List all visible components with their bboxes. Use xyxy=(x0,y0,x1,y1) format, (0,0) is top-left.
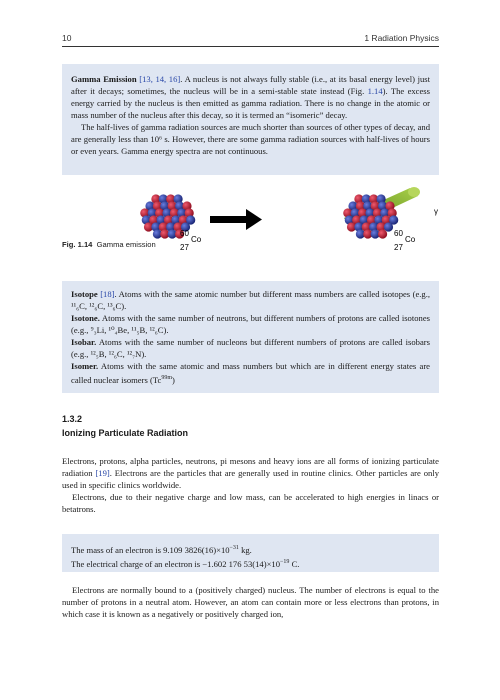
gamma-symbol: γ xyxy=(434,207,438,216)
isobar-text: Atoms with the same number of nucleons but different numbers of protons are called isobars (e.g., xyxy=(71,337,430,359)
figure-caption-text: Gamma emission xyxy=(96,240,156,249)
isobar-example-2: ¹²₆C xyxy=(108,349,123,359)
fig-ref-link[interactable]: 1.14 xyxy=(367,86,383,96)
isobar-end: ). xyxy=(141,349,147,359)
isomer-term: Isomer. xyxy=(71,361,99,371)
left-symbol: Co xyxy=(191,235,202,244)
isomer-superscript: 99m xyxy=(161,375,172,381)
right-atomic-number: 27 xyxy=(394,243,403,252)
gamma-emission-title: Gamma Emission xyxy=(71,74,137,84)
gamma-refs-link[interactable]: [13, 14, 16] xyxy=(139,74,181,84)
isotope-term: Isotope xyxy=(71,289,98,299)
isotone-example-2: ¹⁰₄Be xyxy=(108,325,128,335)
particulate-text-b: . Electrons are the particles that are generally used in routine clinics. Other particles are only used in specific clinics worldwide. xyxy=(62,468,439,490)
electron-charge-a: The electrical charge of an electron is −1.602 176 53(14)×10 xyxy=(71,559,281,570)
isotone-term: Isotone. xyxy=(71,313,100,323)
isotone-example-4: ¹²₆C xyxy=(149,325,164,335)
isobar-example-3: ¹²₇N xyxy=(126,349,142,359)
header-rule xyxy=(62,46,439,47)
electron-charge-exp: −19 xyxy=(280,559,290,566)
definitions-box xyxy=(62,281,439,393)
isotone-end: ). xyxy=(163,325,169,335)
body-text-1 xyxy=(62,455,439,515)
bound-electrons-paragraph: Electrons are normally bound to a (positively charged) nucleus. The number of electrons is equal to the number of protons in a neutral atom. However, an atom can contain more or less electrons than protons, in which case it is known as a negatively or positively charged ion, xyxy=(62,585,439,619)
right-symbol: Co xyxy=(405,235,416,244)
decay-arrow xyxy=(210,209,262,230)
isotope-definition: Isotope [18]. Atoms with the same atomic number but different mass numbers are called isotopes (e.g., ¹¹₆C, ¹²₆C, ¹³₆C). xyxy=(71,289,430,311)
electron-constants-box xyxy=(62,534,439,572)
electron-charge-b: C. xyxy=(289,559,300,570)
section-title: Ionizing Particulate Radiation xyxy=(62,428,189,438)
isobar-term: Isobar. xyxy=(71,337,97,347)
isobar-definition: Isobar. Atoms with the same number of nucleons but different numbers of protons are called isobars (e.g., ¹²₅B, ¹²₆C, ¹²₇N). xyxy=(71,337,430,359)
isotone-definition: Isotone. Atoms with the same number of neutrons, but different numbers of protons are called isotones (e.g., ⁹₃Li, ¹⁰₄Be, ¹¹₅B, ¹²₆C). xyxy=(71,313,430,335)
isotone-example-1: ⁹₃Li xyxy=(90,325,105,335)
gamma-text-1: . A nucleus is not always fully stable (i.e., at its basal energy level) just after it decays; sometimes, the nucleus will be in a semi-stable state instead (Fig. xyxy=(71,74,430,96)
particulate-ref-link[interactable]: [19] xyxy=(95,468,110,478)
body-text-2 xyxy=(62,584,439,620)
electron-mass-line xyxy=(71,542,430,556)
electron-mass-exp: −31 xyxy=(229,545,239,551)
gamma-emission-box xyxy=(62,64,439,175)
isotope-text: . Atoms with the same atomic number but different mass numbers are called isotopes (e.g., xyxy=(114,289,430,299)
isotope-end: ). xyxy=(121,301,127,311)
page-number: 10 xyxy=(62,33,72,43)
isotope-example-2: ¹²₆C xyxy=(89,301,104,311)
left-atomic-number: 27 xyxy=(180,243,189,252)
gamma-ray-tip xyxy=(408,187,420,197)
isomer-definition xyxy=(71,360,430,386)
isotope-example-1: ¹¹₆C xyxy=(71,301,85,311)
isotone-text: Atoms with the same number of neutrons, but different numbers of protons are called isotones (e.g., xyxy=(71,313,430,335)
isotone-example-3: ¹¹₅B xyxy=(131,325,146,335)
right-mass-number: 60 xyxy=(394,229,403,238)
gamma-emission-figure xyxy=(62,183,439,263)
gamma-emission-paragraph xyxy=(71,73,430,121)
electron-mass-b: kg. xyxy=(238,544,252,555)
neutron xyxy=(384,222,393,231)
isomer-end: ) xyxy=(171,374,175,385)
half-lives-paragraph: The half-lives of gamma radiation sources are much shorter than sources of other types of decay, and are generally less than 10⁶ s. However, there are some gamma radiation sources with half-lives of hours or even years. Gamma energy spectra are not continuous. xyxy=(71,122,430,156)
figure-caption-label: Fig. 1.14 xyxy=(62,240,93,249)
page-header xyxy=(62,33,439,47)
figure-caption xyxy=(62,240,156,249)
isotope-ref-link[interactable]: [18] xyxy=(100,289,115,299)
particulate-text-a: Electrons, protons, alpha particles, neutrons, pi mesons and heavy ions are all forms of ionizing particulate radiation xyxy=(62,456,439,478)
particulate-paragraph xyxy=(62,455,439,491)
gamma-text-2: ). The excess energy carried by the nucleus is then emitted as gamma radiation. There is no change in the atomic or mass number of the nucleus after this decay, so it is termed an “isomeric” decay. xyxy=(71,86,430,120)
electrons-acceleration-paragraph: Electrons, due to their negative charge and low mass, can be accelerated to high energies in linacs or betatrons. xyxy=(62,492,439,514)
left-mass-number: 60 xyxy=(180,229,189,238)
electron-mass-a: The mass of an electron is 9.109 3826(16)×10 xyxy=(71,544,230,555)
electron-charge-line xyxy=(71,556,430,570)
isomer-text: Atoms with the same atomic and mass numbers but which are in different energy states are called nuclear isomers (Tc xyxy=(71,361,430,385)
section-number: 1.3.2 xyxy=(62,414,83,424)
isobar-example-1: ¹²₅B xyxy=(90,349,105,359)
running-head: 1 Radiation Physics xyxy=(364,33,439,43)
isotope-example-3: ¹³₆C xyxy=(107,301,122,311)
proton xyxy=(378,229,387,238)
